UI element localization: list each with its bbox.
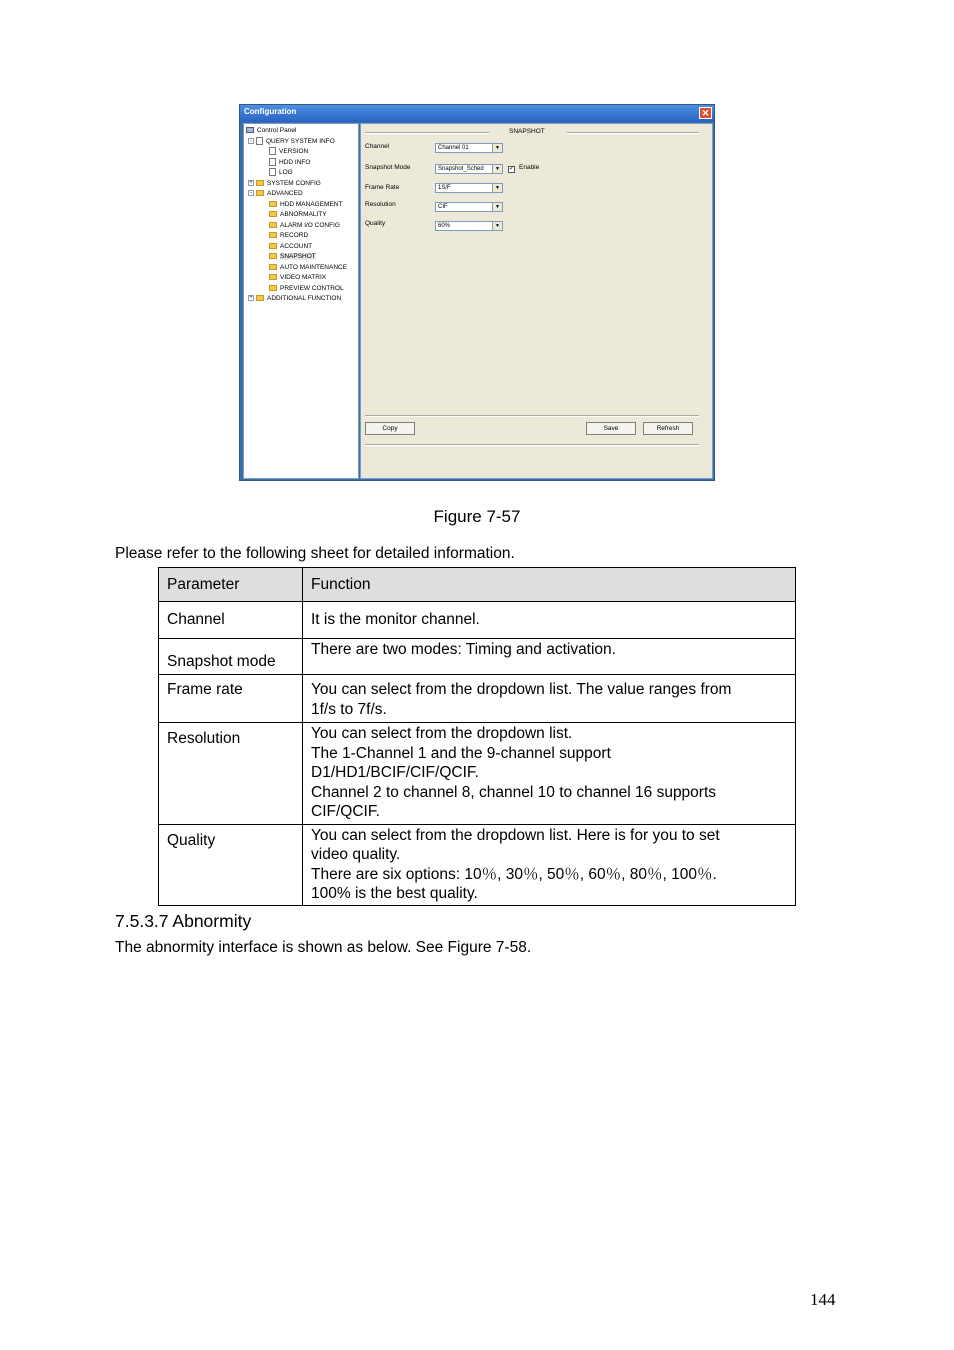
tree-item-abnormality[interactable]: ABNORMALITY [269,210,327,220]
folder-icon [269,211,277,217]
table-header-row [159,568,796,602]
quality-select[interactable] [435,221,503,231]
tree-item-version[interactable]: VERSION [269,147,308,157]
config-tree [243,123,359,479]
report-icon [256,137,263,145]
dropdown-arrow-icon[interactable]: ▼ [492,222,502,230]
function-cell [303,675,796,723]
param-cell: Resolution [159,723,303,825]
tree-item-hdd-management[interactable]: HDD MANAGEMENT [269,200,342,210]
dropdown-arrow-icon[interactable]: ▼ [492,165,502,173]
header-function: Function [303,568,796,602]
tree-item-query-system-info[interactable]: - QUERY SYSTEM INFO [250,137,335,145]
resolution-label: Resolution [365,201,396,208]
tree-item-alarm-io-config[interactable]: ALARM I/O CONFIG [269,221,340,231]
frame-rate-label: Frame Rate [365,184,400,191]
table-row [159,639,796,675]
function-line: Channel 2 to channel 8, channel 10 to channel 16 supports [311,783,717,801]
resolution-value: CIF [438,204,448,210]
channel-select[interactable] [435,143,503,153]
tree-item-account[interactable]: ACCOUNT [269,242,312,252]
dropdown-arrow-icon[interactable]: ▼ [492,203,502,211]
channel-label: Channel [365,143,390,150]
enable-label: Enable [519,164,540,171]
report-icon [269,158,276,166]
page-number: 144 [810,1290,836,1309]
function-line: D1/HD1/BCIF/CIF/QCIF. [311,764,479,781]
tree-item-system-config[interactable]: + SYSTEM CONFIG [249,179,321,187]
param-cell: Quality [159,824,303,905]
folder-icon [256,295,264,301]
expand-icon[interactable]: + [249,179,253,186]
quality-label: Quality [365,220,386,227]
folder-icon [269,285,277,291]
function-cell [303,824,796,905]
folder-icon [269,264,277,270]
param-cell: Frame rate [159,675,303,723]
table-row [159,723,796,825]
function-line: You can select from the dropdown list. The value ranges from [311,681,732,698]
tree-item-log[interactable]: LOG [269,168,293,178]
folder-icon [269,222,277,228]
table-row [159,824,796,905]
dropdown-arrow-icon[interactable]: ▼ [492,144,502,152]
report-icon [269,168,276,176]
tree-item-additional-function[interactable]: + ADDITIONAL FUNCTION [249,295,342,302]
tools-icon [256,180,264,186]
window-titlebar[interactable] [240,105,714,122]
snapshot-mode-label: Snapshot Mode [365,164,411,171]
function-line: video quality. [311,846,401,863]
folder-icon [269,201,277,207]
close-icon[interactable]: ✕ [699,107,712,119]
function-line: The 1-Channel 1 and the 9-channel support [311,744,611,762]
enable-checkbox[interactable]: ✓ [509,166,515,172]
intro-text: Please refer to the following sheet for detailed information. [115,545,515,562]
parameter-table [158,567,796,906]
folder-icon [269,274,277,280]
quality-value: 60% [438,223,451,229]
channel-value: Channel 01 [438,145,469,151]
function-line: You can select from the dropdown list. [311,725,573,742]
group-title: SNAPSHOT [509,128,545,135]
tree-item-advanced[interactable]: - ADVANCED [250,190,303,197]
function-line: 100% is the best quality. [311,885,478,902]
function-line: CIF/QCIF. [311,803,380,820]
folder-icon [269,243,277,249]
table-row [159,675,796,723]
frame-rate-value: 1S/F [438,185,451,191]
computer-icon [246,127,254,133]
tree-item-preview-control[interactable]: PREVIEW CONTROL [269,284,344,294]
report-icon [269,147,276,155]
tree-item-snapshot[interactable]: SNAPSHOT [269,252,316,262]
group-divider [365,132,489,134]
table-row [159,602,796,639]
tree-item-record[interactable]: RECORD [269,231,308,241]
section-heading: 7.5.3.7 Abnormity [115,911,252,931]
resolution-select[interactable] [435,202,503,212]
group-divider [567,132,699,134]
folder-icon [269,253,277,259]
snapshot-mode-value: Snapshot_Sched [438,166,484,172]
save-button[interactable]: Save [586,422,636,435]
tree-item-video-matrix[interactable]: VIDEO MATRIX [269,273,326,283]
window-title: Configuration [244,107,297,116]
param-cell: Snapshot mode [159,639,303,675]
bottom-divider [365,415,699,417]
function-line: It is the monitor channel. [311,611,480,629]
collapse-icon[interactable]: - [250,190,252,197]
tree-item-control-panel[interactable]: Control Panel [246,126,296,136]
expand-icon[interactable]: + [249,295,253,302]
dropdown-arrow-icon[interactable]: ▼ [492,184,502,192]
advanced-icon [256,190,264,196]
function-cell [303,639,796,675]
function-line: 1f/s to 7f/s. [311,700,387,718]
function-cell [303,602,796,639]
function-line: You can select from the dropdown list. Here is for you to set [311,826,720,844]
configuration-window [239,104,715,481]
bottom-divider [365,444,699,446]
copy-button[interactable]: Copy [365,422,415,435]
refresh-button[interactable]: Refresh [643,422,693,435]
section-body: The abnormity interface is shown as below. See Figure 7-58. [115,939,532,956]
function-line: There are six options: 10％, 30％, 50％, 60％, 80％, 100％. [311,865,717,883]
header-parameter: Parameter [159,568,303,602]
snapshot-panel [360,123,713,479]
function-line: There are two modes: Timing and activation. [311,641,616,658]
folder-icon [269,232,277,238]
function-cell [303,723,796,825]
snapshot-mode-select[interactable] [435,164,503,174]
param-cell: Channel [159,602,303,639]
tree-item-auto-maintenance[interactable]: AUTO MAINTENANCE [269,263,347,273]
figure-caption: Figure 7-57 [433,507,521,526]
frame-rate-select[interactable] [435,183,503,193]
tree-item-hdd-info[interactable]: HDD INFO [269,158,310,168]
collapse-icon[interactable]: - [250,137,252,144]
